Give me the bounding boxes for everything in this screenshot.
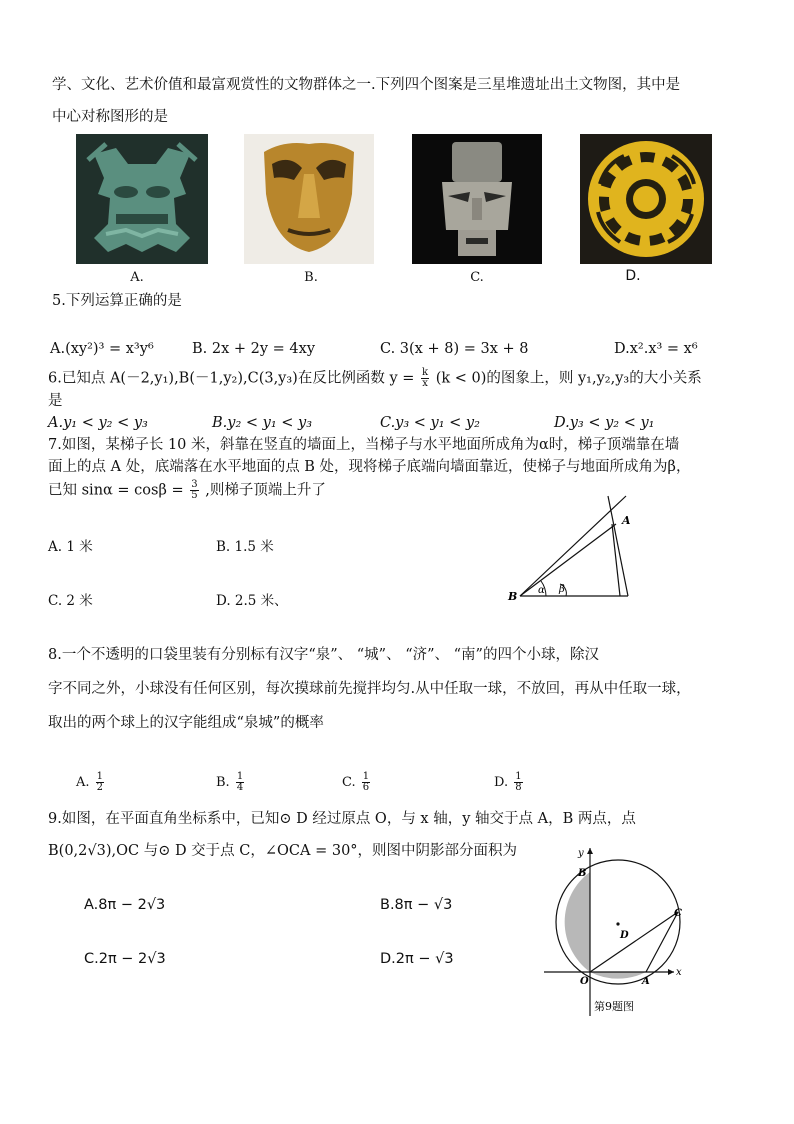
q8-option-a-den: 2 <box>96 782 104 793</box>
q8-line-3: 取出的两个球上的汉字能组成“泉城”的概率 <box>48 715 324 731</box>
x-axis-arrow <box>668 969 674 975</box>
q7-option-c: C. 2 米 <box>48 593 93 609</box>
q8-option-a-letter: A. <box>76 775 90 790</box>
q9-option-b: B.8π − √3 <box>380 897 453 913</box>
q8-option-a-num: 1 <box>96 771 104 782</box>
ladder-label-beta: β <box>559 584 565 595</box>
artifact-image-a <box>76 134 208 264</box>
q8-option-d-num: 1 <box>515 771 522 782</box>
circle-figure <box>536 842 696 1020</box>
label-d: D <box>620 930 629 941</box>
q8-line-1: 8.一个不透明的口袋里装有分别标有汉字“泉”、 “城”、 “济”、 “南”的四个小球，除汉 <box>48 647 599 663</box>
q8-option-b-letter: B. <box>216 775 230 790</box>
q8-option-b-den: 4 <box>236 782 244 793</box>
q5-stem: 5.下列运算正确的是 <box>52 293 182 309</box>
q6-option-a: A.y₁ < y₂ < y₃ <box>48 415 148 431</box>
center-dot <box>616 922 619 925</box>
q7-frac-num: 3 <box>191 479 198 490</box>
ladder-line-beta <box>520 524 616 596</box>
q7-option-d: D. 2.5 米、 <box>216 593 288 609</box>
q8-option-d-frac <box>514 772 522 793</box>
ladder-line-alpha <box>520 496 626 596</box>
ladder-label-b: B <box>508 590 518 603</box>
q4-line-1: 学、文化、艺术价值和最富观赏性的文物群体之一.下列四个图案是三星堆遗址出土文物图，其中是 <box>52 77 681 93</box>
q7-fraction <box>190 480 198 501</box>
artifact-image-c <box>412 134 542 264</box>
q7-line-3-b: ,则梯子顶端上升了 <box>205 482 326 499</box>
q7-line-2: 面上的点 A 处，底端落在水平地面的点 B 处，现将梯子底端向墙面靠近，使梯子与地面所成角为β， <box>48 459 691 475</box>
artifact-image-b <box>244 134 374 264</box>
q8-option-b-num: 1 <box>236 771 244 782</box>
artifact-caption-b: B. <box>304 270 318 285</box>
label-c: C <box>674 908 682 919</box>
artifact-caption-a: A. <box>130 270 144 285</box>
q7-option-a: A. 1 米 <box>48 539 93 555</box>
q5-option-b: B. 2x + 2y = 4xy <box>192 341 316 357</box>
q9-option-d: D.2π − √3 <box>380 951 454 967</box>
q6-stem <box>48 368 702 389</box>
shaded-segment-left <box>565 872 590 972</box>
q9-line-1: 9.如图，在平面直角坐标系中，已知⊙ D 经过原点 O，与 x 轴，y 轴交于点 A，B 两点，点 <box>48 811 636 827</box>
q4-line-2: 中心对称图形的是 <box>52 109 168 125</box>
label-x: x <box>676 967 682 978</box>
q8-option-c-den: 6 <box>362 782 370 793</box>
q7-line-1: 7.如图，某梯子长 10 米，斜靠在竖直的墙面上，当梯子与水平地面所成角为α时，梯子顶端靠在墙 <box>48 437 680 453</box>
q9-option-a: A.8π − 2√3 <box>84 897 166 913</box>
ladder-label-a: A <box>622 514 631 527</box>
artifact-caption-d: D. <box>625 268 641 284</box>
ladder-figure <box>500 492 650 604</box>
q5-option-c: C. 3(x + 8) = 3x + 8 <box>380 341 529 357</box>
q5-option-d: D.x².x³ = x⁶ <box>614 341 698 357</box>
label-b: B <box>578 868 587 879</box>
q8-option-c-num: 1 <box>362 771 370 782</box>
q6-stem-a: 6.已知点 A(－2,y₁),B(－1,y₂),C(3,y₃)在反比例函数 y = <box>48 370 415 387</box>
q6-option-c: C.y₃ < y₁ < y₂ <box>380 415 480 431</box>
label-o: O <box>580 976 589 987</box>
q8-option-d-den: 8 <box>515 782 522 793</box>
q6-stem-b: (k < 0)的图象上，则 y₁,y₂,y₃的大小关系 <box>435 370 702 387</box>
q7-frac-den: 5 <box>191 490 198 501</box>
q8-option-c-letter: C. <box>342 775 356 790</box>
label-y: y <box>578 848 584 859</box>
label-a: A <box>642 976 650 987</box>
shaded-segment-bottom <box>590 972 646 979</box>
q6-frac-den: x <box>422 378 428 389</box>
q8-option-a-frac <box>96 772 104 793</box>
q5-option-a: A.(xy²)³ = x³y⁶ <box>50 341 154 357</box>
q8-line-2: 字不同之外，小球没有任何区别，每次摸球前先搅拌均匀.从中任取一球，不放回，再从中任取一球， <box>48 681 691 697</box>
q8-option-c <box>342 772 372 793</box>
q7-option-b: B. 1.5 米 <box>216 539 274 555</box>
q6-fraction <box>421 368 429 389</box>
q6-frac-num: k <box>422 367 429 378</box>
y-axis-arrow <box>587 848 593 854</box>
q9-line-2: B(0,2√3),OC 与⊙ D 交于点 C，∠OCA = 30°，则图中阴影部分面积为 <box>48 843 518 859</box>
q8-option-b <box>216 772 246 793</box>
q9-option-c: C.2π − 2√3 <box>84 951 166 967</box>
q6-option-b: B.y₂ < y₁ < y₃ <box>212 415 313 431</box>
ladder-label-alpha: α <box>538 585 545 596</box>
chord-ca <box>646 912 678 972</box>
q8-option-c-frac <box>362 772 370 793</box>
artifact-image-d <box>580 134 712 264</box>
q6-option-d: D.y₃ < y₂ < y₁ <box>554 415 655 431</box>
q6-stem-c: 是 <box>48 393 63 409</box>
artifact-caption-c: C. <box>470 270 484 285</box>
q8-option-d-letter: D. <box>494 775 509 790</box>
q7-line-3 <box>48 480 326 501</box>
q8-option-b-frac <box>236 772 244 793</box>
q8-option-d <box>494 772 525 793</box>
q8-option-a <box>76 772 106 793</box>
figure-caption: 第9题图 <box>594 1000 634 1013</box>
q7-line-3-a: 已知 sinα = cosβ = <box>48 482 184 499</box>
